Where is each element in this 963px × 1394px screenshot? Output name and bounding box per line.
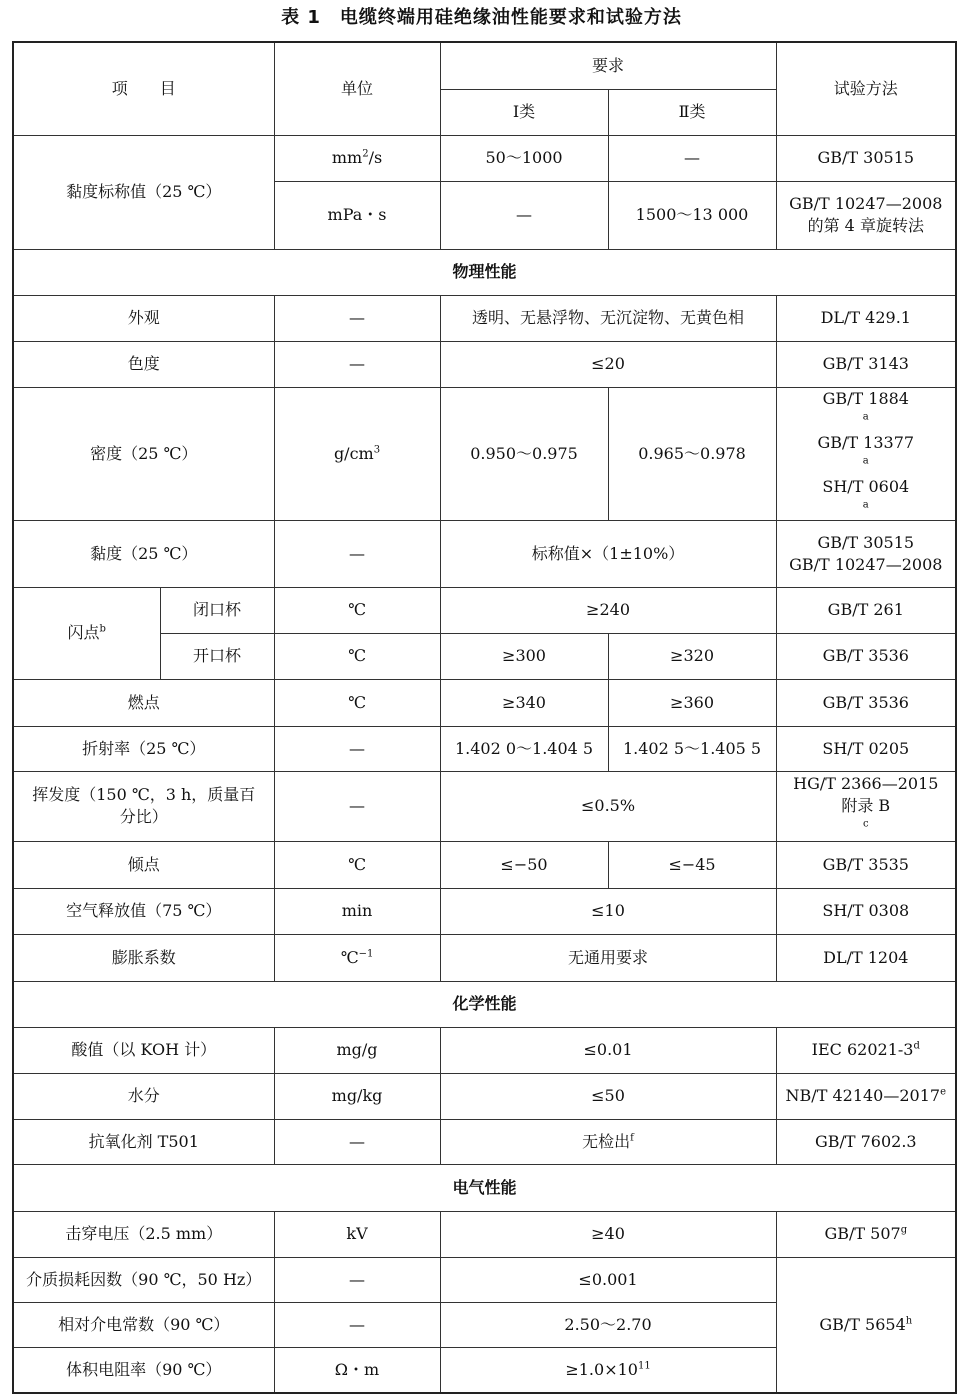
table-title: 表 1 电缆终端用硅绝缘油性能要求和试验方法 — [281, 7, 682, 28]
row-label: 击穿电压（2.5 mm） — [13, 1211, 274, 1257]
row-label: 膨胀系数 — [13, 934, 274, 981]
class2-cell: 1.402 5～1.405 5 — [608, 726, 776, 771]
method-cell: GB/T 3535 — [776, 841, 956, 888]
header-requirement: 要求 — [440, 42, 776, 89]
class1-cell: — — [440, 181, 608, 249]
unit-cell: — — [274, 295, 440, 341]
class2-cell: — — [608, 135, 776, 181]
table-row — [13, 888, 956, 934]
sub-label: 开口杯 — [160, 633, 274, 679]
unit-cell: ℃ — [274, 841, 440, 888]
unit-cell: — — [274, 1302, 440, 1347]
section-row — [13, 981, 956, 1027]
requirement-cell: ≤50 — [440, 1073, 776, 1119]
table-row — [13, 679, 956, 726]
spec-table — [12, 41, 957, 1394]
row-label: 燃点 — [13, 679, 274, 726]
header-item: 项 目 — [13, 42, 274, 135]
unit-cell: — — [274, 520, 440, 587]
table-row — [13, 1211, 956, 1257]
method-cell: GB/T 3143 — [776, 341, 956, 387]
row-label: 挥发度（150 ℃，3 h，质量百 分比） — [13, 771, 274, 841]
row-label: 空气释放值（75 ℃） — [13, 888, 274, 934]
unit-cell: — — [274, 771, 440, 841]
method-cell: SH/T 0308 — [776, 888, 956, 934]
row-label: 密度（25 ℃） — [13, 387, 274, 520]
header-class1: Ⅰ类 — [440, 89, 608, 135]
method-cell: GB/T 1884 $^a$ GB/T 13377 $^a$ SH/T 0604 $^a$ — [776, 387, 956, 520]
unit-cell: — — [274, 726, 440, 771]
row-label: 介质损耗因数（90 ℃，50 Hz） — [13, 1257, 274, 1302]
table-row — [13, 341, 956, 387]
table-row — [13, 587, 956, 633]
requirement-cell: ≤0.01 — [440, 1027, 776, 1073]
method-cell: SH/T 0205 — [776, 726, 956, 771]
class2-cell: 0.965～0.978 — [608, 387, 776, 520]
class2-cell: ≥320 — [608, 633, 776, 679]
unit-cell: $mm^2/s$ — [274, 135, 440, 181]
requirement-cell: ≥240 — [440, 587, 776, 633]
requirement-cell: ≤10 — [440, 888, 776, 934]
requirement-cell: $\ge 1.0\times 10^{11}$ — [440, 1347, 776, 1393]
unit-cell: ℃ — [274, 587, 440, 633]
unit-cell: mPa・s — [274, 181, 440, 249]
section-chemical: 化学性能 — [13, 981, 956, 1027]
class2-cell: ≥360 — [608, 679, 776, 726]
section-row — [13, 249, 956, 295]
requirement-cell: 2.50～2.70 — [440, 1302, 776, 1347]
method-cell: GB/T 5654$^h$ — [776, 1257, 956, 1393]
row-label: 酸值（以 KOH 计） — [13, 1027, 274, 1073]
table-row — [13, 726, 956, 771]
table-row — [13, 1119, 956, 1164]
table-row — [13, 520, 956, 587]
class1-cell: 50～1000 — [440, 135, 608, 181]
method-cell: DL/T 1204 — [776, 934, 956, 981]
method-cell: HG/T 2366—2015 附录 B $^c$ — [776, 771, 956, 841]
unit-cell: — — [274, 341, 440, 387]
header-unit: 单位 — [274, 42, 440, 135]
unit-cell: mg/g — [274, 1027, 440, 1073]
row-label: 倾点 — [13, 841, 274, 888]
method-cell: GB/T 3536 — [776, 633, 956, 679]
sub-label: 闭口杯 — [160, 587, 274, 633]
method-cell: GB/T 30515 GB/T 10247—2008 — [776, 520, 956, 587]
row-label: 折射率（25 ℃） — [13, 726, 274, 771]
table-row — [13, 1027, 956, 1073]
requirement-cell: ≥40 — [440, 1211, 776, 1257]
unit-cell: kV — [274, 1211, 440, 1257]
method-cell: GB/T 30515 — [776, 135, 956, 181]
section-row — [13, 1164, 956, 1211]
table-row — [13, 1073, 956, 1119]
unit-cell: — — [274, 1257, 440, 1302]
row-label: 体积电阻率（90 ℃） — [13, 1347, 274, 1393]
method-cell: GB/T 507$^g$ — [776, 1211, 956, 1257]
requirement-cell: 无检出$^f$ — [440, 1119, 776, 1164]
class1-cell: 1.402 0～1.404 5 — [440, 726, 608, 771]
class1-cell: ≤−50 — [440, 841, 608, 888]
requirement-cell: ≤0.001 — [440, 1257, 776, 1302]
table-row — [13, 1257, 956, 1302]
class1-cell: ≥300 — [440, 633, 608, 679]
unit-cell: — — [274, 1119, 440, 1164]
section-physical: 物理性能 — [13, 249, 956, 295]
class1-cell: 0.950～0.975 — [440, 387, 608, 520]
row-label: 黏度标称值（25 ℃） — [13, 135, 274, 249]
unit-cell: mg/kg — [274, 1073, 440, 1119]
method-cell: GB/T 261 — [776, 587, 956, 633]
table-row — [13, 934, 956, 981]
table-row — [13, 387, 956, 520]
row-label: 抗氧化剂 T501 — [13, 1119, 274, 1164]
table-row — [13, 841, 956, 888]
unit-cell: Ω・m — [274, 1347, 440, 1393]
requirement-cell: 无通用要求 — [440, 934, 776, 981]
row-label: 水分 — [13, 1073, 274, 1119]
class2-cell: 1500～13 000 — [608, 181, 776, 249]
requirement-cell: 透明、无悬浮物、无沉淀物、无黄色相 — [440, 295, 776, 341]
method-cell: GB/T 10247—2008 的第 4 章旋转法 — [776, 181, 956, 249]
header-class2: Ⅱ类 — [608, 89, 776, 135]
unit-cell: ℃ — [274, 633, 440, 679]
method-cell: GB/T 3536 — [776, 679, 956, 726]
table-row — [13, 295, 956, 341]
table-row — [13, 771, 956, 841]
method-cell: GB/T 7602.3 — [776, 1119, 956, 1164]
unit-cell: min — [274, 888, 440, 934]
method-cell: DL/T 429.1 — [776, 295, 956, 341]
requirement-cell: ≤20 — [440, 341, 776, 387]
header-method: 试验方法 — [776, 42, 956, 135]
class1-cell: ≥340 — [440, 679, 608, 726]
row-label: 相对介电常数（90 ℃） — [13, 1302, 274, 1347]
table-row — [13, 135, 956, 181]
class2-cell: ≤−45 — [608, 841, 776, 888]
unit-cell: ℃$^{-1}$ — [274, 934, 440, 981]
row-label: 外观 — [13, 295, 274, 341]
row-label: 色度 — [13, 341, 274, 387]
section-electrical: 电气性能 — [13, 1164, 956, 1211]
requirement-cell: 标称值×（1±10%） — [440, 520, 776, 587]
unit-cell: ℃ — [274, 679, 440, 726]
requirement-cell: ≤0.5% — [440, 771, 776, 841]
row-label: 闪点$^b$ — [13, 587, 160, 679]
row-label: 黏度（25 ℃） — [13, 520, 274, 587]
unit-cell: $g/cm^3$ — [274, 387, 440, 520]
method-cell: IEC 62021-3$^d$ — [776, 1027, 956, 1073]
method-cell: NB/T 42140—2017e — [776, 1073, 956, 1119]
header-row — [13, 42, 956, 89]
